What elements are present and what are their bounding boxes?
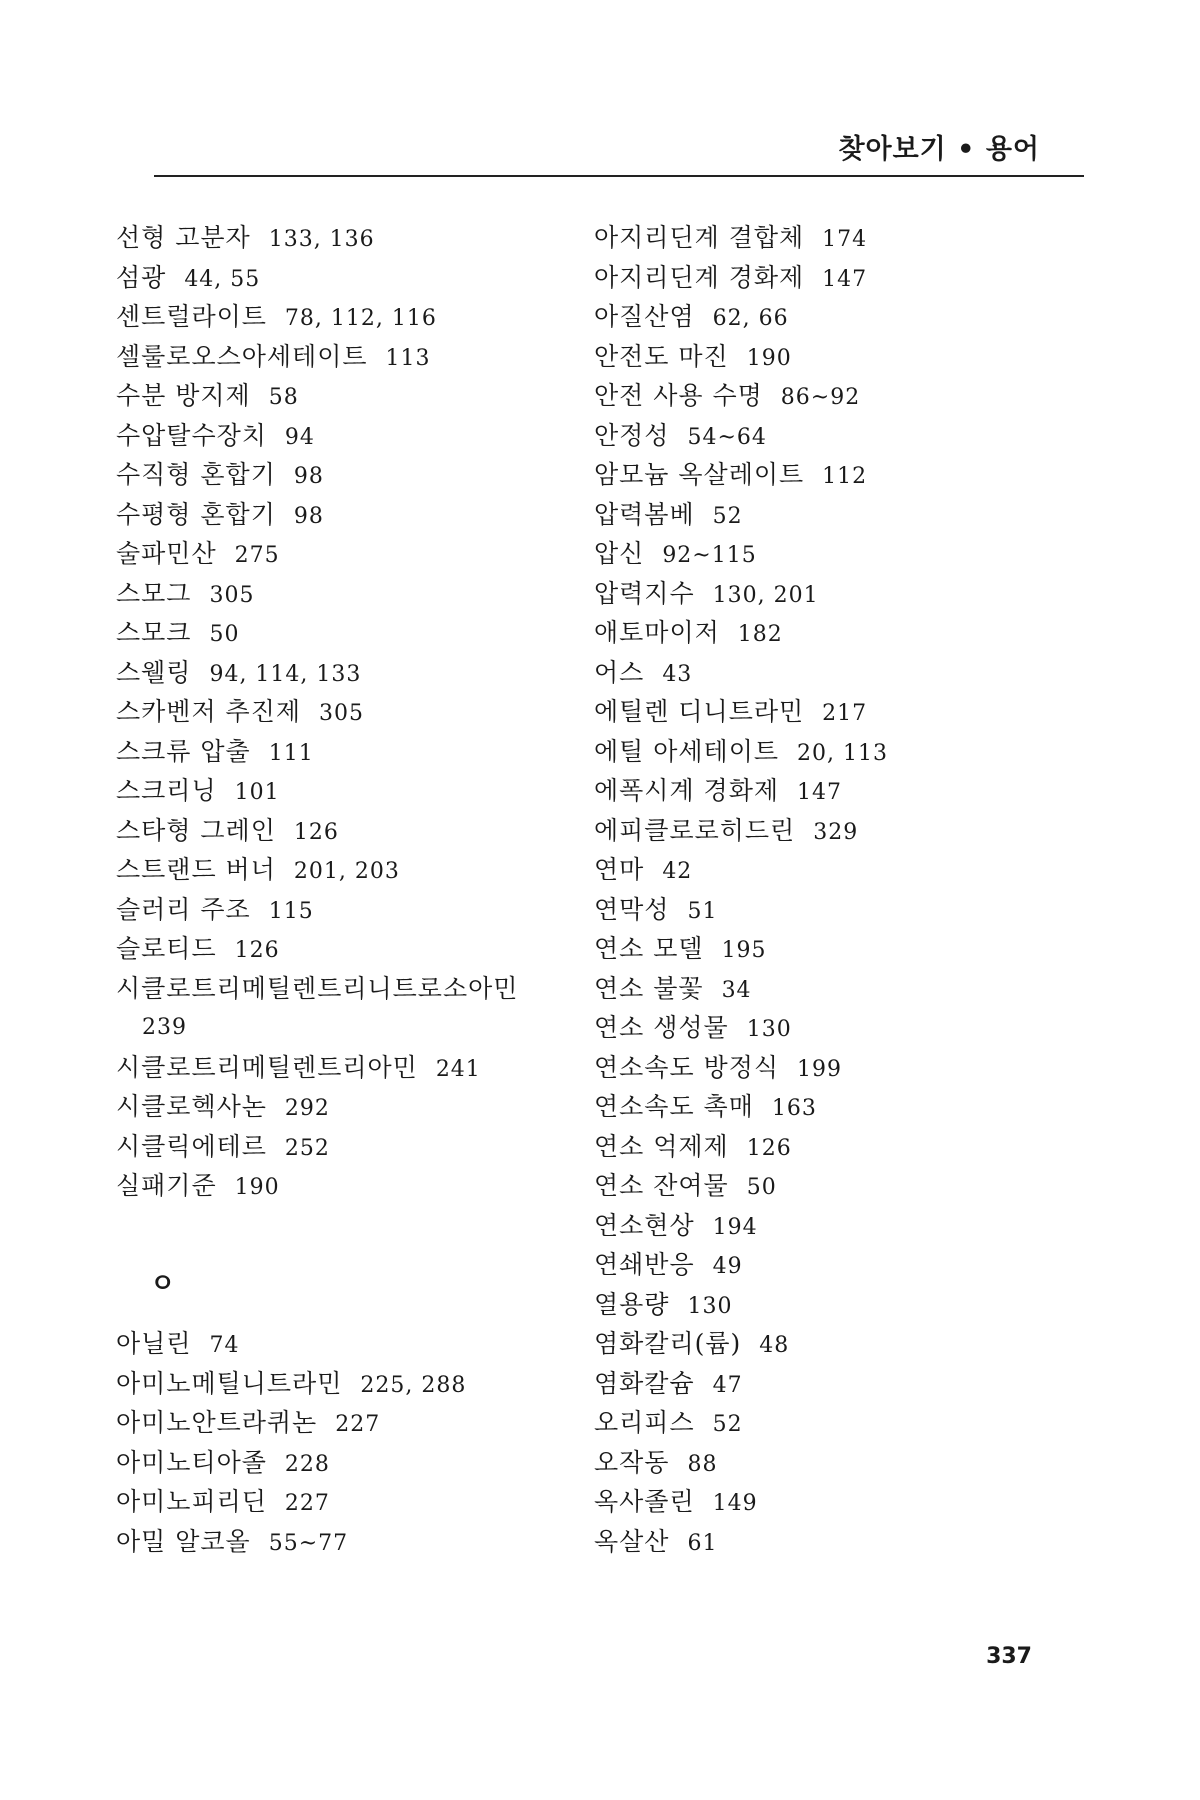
index-pages: 133, 136 xyxy=(268,227,375,252)
index-entry xyxy=(116,495,586,535)
index-pages: 199 xyxy=(797,1056,842,1082)
index-entry xyxy=(116,653,586,693)
index-entry xyxy=(594,653,1094,693)
index-entry xyxy=(594,811,1094,851)
index-term: 어스 xyxy=(594,657,645,687)
index-term: 염화칼리(륨) xyxy=(594,1329,742,1358)
index-term: 시클로트리메틸렌트리아민 xyxy=(116,1052,418,1082)
index-pages: 51 xyxy=(687,898,718,924)
index-entry xyxy=(116,1166,586,1206)
index-entry xyxy=(116,1127,586,1167)
index-term: 에폭시계 경화제 xyxy=(594,776,779,805)
index-pages: 48 xyxy=(759,1333,790,1358)
index-pages: 217 xyxy=(822,701,868,726)
index-term: 연소 잔여물 xyxy=(594,1171,729,1200)
index-term: 연소 불꽃 xyxy=(594,973,704,1003)
index-pages: 182 xyxy=(737,622,783,647)
index-entry xyxy=(116,297,586,337)
index-entry xyxy=(594,1048,1094,1088)
index-entry xyxy=(594,1166,1094,1206)
index-entry xyxy=(594,258,1094,298)
index-term: 연소현상 xyxy=(594,1210,695,1240)
index-term: 압력봄베 xyxy=(594,499,695,529)
index-pages: 228 xyxy=(284,1451,330,1477)
index-pages: 88 xyxy=(687,1451,718,1477)
index-term: 안전 사용 수명 xyxy=(594,381,763,410)
index-entry xyxy=(116,850,586,890)
index-pages: 94, 114, 133 xyxy=(209,661,362,687)
index-entry xyxy=(116,1482,586,1522)
index-term: 스트랜드 버너 xyxy=(116,855,276,884)
section-spacer xyxy=(116,1206,586,1246)
index-term: 안정성 xyxy=(594,420,670,450)
index-term: 연소속도 방정식 xyxy=(594,1052,779,1082)
index-pages: 239 xyxy=(142,1015,187,1040)
index-pages: 111 xyxy=(268,740,314,766)
index-pages: 147 xyxy=(797,780,842,805)
index-entry xyxy=(116,416,586,456)
running-head: 찾아보기 • 용어 xyxy=(838,134,1040,165)
index-term: 스크리닝 xyxy=(116,776,217,805)
index-pages: 62, 66 xyxy=(712,306,789,331)
index-entry xyxy=(594,1008,1094,1048)
index-term: 수평형 혼합기 xyxy=(116,499,276,529)
index-term: 아질산염 xyxy=(594,302,695,331)
index-entry xyxy=(116,218,586,258)
index-term: 염화칼슘 xyxy=(594,1368,695,1398)
page-number: 337 xyxy=(986,1644,1032,1669)
index-entry xyxy=(594,613,1094,653)
index-pages: 115 xyxy=(268,898,314,924)
index-term: 압신 xyxy=(594,539,645,568)
index-term: 아닐린 xyxy=(116,1329,192,1358)
index-pages: 50 xyxy=(209,622,240,647)
index-pages: 34 xyxy=(721,977,752,1003)
index-pages: 54~64 xyxy=(687,424,767,450)
index-pages: 329 xyxy=(813,819,859,845)
index-term: 아미노안트라퀴논 xyxy=(116,1408,318,1437)
index-pages: 43 xyxy=(662,661,693,687)
index-pages: 190 xyxy=(746,345,792,371)
index-entry xyxy=(594,969,1094,1009)
index-pages: 130 xyxy=(687,1293,733,1319)
index-pages: 126 xyxy=(293,819,339,845)
index-entry xyxy=(594,416,1094,456)
index-entry xyxy=(594,376,1094,416)
index-term: 시클로헥사논 xyxy=(116,1092,267,1121)
index-term: 아미노피리딘 xyxy=(116,1487,267,1516)
index-entry xyxy=(116,1522,586,1562)
index-pages: 227 xyxy=(335,1412,381,1437)
index-pages: 74 xyxy=(209,1333,240,1358)
index-pages: 78, 112, 116 xyxy=(284,306,437,331)
index-pages: 101 xyxy=(234,780,280,805)
index-entry xyxy=(594,337,1094,377)
index-pages: 241 xyxy=(435,1056,481,1082)
index-entry xyxy=(594,297,1094,337)
index-entry xyxy=(594,890,1094,930)
index-pages: 275 xyxy=(234,543,280,568)
index-term: 에틸렌 디니트라민 xyxy=(594,697,805,726)
index-pages: 52 xyxy=(712,503,743,529)
index-pages: 195 xyxy=(721,938,767,963)
index-term: 실패기준 xyxy=(116,1171,217,1200)
index-pages: 52 xyxy=(712,1412,743,1437)
index-term: 아미노메틸니트라민 xyxy=(116,1368,343,1398)
index-term: 연소속도 촉매 xyxy=(594,1092,754,1121)
right-column xyxy=(594,218,1094,1561)
index-term: 시클릭에테르 xyxy=(116,1131,267,1161)
index-entry xyxy=(594,218,1094,258)
index-entry xyxy=(594,692,1094,732)
index-term: 스모크 xyxy=(116,618,192,647)
index-pages: 94 xyxy=(284,424,315,450)
index-term: 에피클로로히드린 xyxy=(594,815,796,845)
index-pages: 292 xyxy=(284,1096,330,1121)
index-entry xyxy=(116,534,586,574)
index-entry xyxy=(594,1245,1094,1285)
index-term: 시클로트리메틸렌트리니트로소아민 xyxy=(116,973,519,1003)
index-entry xyxy=(594,732,1094,772)
index-pages: 98 xyxy=(293,464,324,489)
index-term: 연마 xyxy=(594,855,645,884)
index-entry xyxy=(116,1087,586,1127)
index-term: 오작동 xyxy=(594,1447,670,1477)
index-pages: 61 xyxy=(687,1530,718,1556)
index-pages: 305 xyxy=(319,701,364,726)
index-entry xyxy=(594,771,1094,811)
index-pages: 92~115 xyxy=(662,543,757,568)
index-entry xyxy=(594,1522,1094,1562)
index-entry xyxy=(594,1403,1094,1443)
index-pages: 42 xyxy=(662,859,693,884)
index-entry xyxy=(116,1048,586,1088)
index-entry xyxy=(594,850,1094,890)
index-term: 스크류 압출 xyxy=(116,736,251,766)
index-entry xyxy=(116,969,586,1048)
index-pages: 98 xyxy=(293,503,324,529)
index-entry xyxy=(116,1364,586,1404)
index-entry xyxy=(594,1324,1094,1364)
index-term: 옥사졸린 xyxy=(594,1487,695,1516)
index-term: 연쇄반응 xyxy=(594,1250,695,1279)
index-pages: 86~92 xyxy=(780,385,861,410)
index-pages: 190 xyxy=(234,1175,280,1200)
index-term: 아밀 알코올 xyxy=(116,1526,251,1556)
index-entry xyxy=(116,1403,586,1443)
index-entry xyxy=(116,929,586,969)
index-pages: 113 xyxy=(385,345,431,371)
index-entry xyxy=(116,376,586,416)
index-pages: 305 xyxy=(209,582,255,608)
index-entry xyxy=(594,1127,1094,1167)
index-term: 아미노티아졸 xyxy=(116,1447,267,1477)
index-pages: 147 xyxy=(822,266,868,292)
index-pages: 130, 201 xyxy=(712,582,819,608)
index-term: 수압탈수장치 xyxy=(116,420,267,450)
index-term: 열용량 xyxy=(594,1289,670,1319)
index-term: 연소 생성물 xyxy=(594,1013,729,1042)
index-term: 아지리딘계 경화제 xyxy=(594,262,805,292)
index-term: 슬러리 주조 xyxy=(116,894,251,924)
index-entry xyxy=(594,455,1094,495)
index-term: 안전도 마진 xyxy=(594,341,729,371)
index-entry xyxy=(116,1443,586,1483)
index-pages: 130 xyxy=(746,1017,792,1042)
index-term: 슬로티드 xyxy=(116,934,217,963)
index-pages: 201, 203 xyxy=(293,859,400,884)
index-entry xyxy=(594,1364,1094,1404)
index-term: 술파민산 xyxy=(116,539,217,568)
index-term: 스웰링 xyxy=(116,657,192,687)
index-term: 선형 고분자 xyxy=(116,223,251,252)
index-entry xyxy=(116,1324,586,1364)
index-pages: 126 xyxy=(234,938,280,963)
index-entry xyxy=(116,455,586,495)
index-pages: 149 xyxy=(712,1491,758,1516)
index-entry xyxy=(116,613,586,653)
index-entry xyxy=(116,692,586,732)
index-entry xyxy=(116,574,586,614)
index-term: 오리피스 xyxy=(594,1408,695,1437)
header-rule xyxy=(154,175,1084,177)
section-heading: ㅇ xyxy=(150,1269,176,1299)
index-entry xyxy=(116,771,586,811)
index-pages: 49 xyxy=(712,1254,743,1279)
index-entry xyxy=(116,732,586,772)
index-pages: 126 xyxy=(746,1135,792,1161)
index-entry xyxy=(594,534,1094,574)
index-pages: 44, 55 xyxy=(184,266,261,292)
index-entry xyxy=(594,1482,1094,1522)
index-entry xyxy=(594,495,1094,535)
index-term: 스카벤저 추진제 xyxy=(116,697,301,726)
index-term: 옥살산 xyxy=(594,1526,670,1556)
index-entry xyxy=(594,574,1094,614)
index-pages: 227 xyxy=(284,1491,330,1516)
index-term: 스모그 xyxy=(116,578,192,608)
index-term: 수분 방지제 xyxy=(116,381,251,410)
index-term: 애토마이저 xyxy=(594,618,720,647)
index-entry xyxy=(116,811,586,851)
index-term: 연소 모델 xyxy=(594,934,704,963)
index-entry xyxy=(116,890,586,930)
index-pages: 47 xyxy=(712,1372,743,1398)
index-pages: 50 xyxy=(746,1175,777,1200)
left-column xyxy=(116,218,586,1561)
index-pages: 163 xyxy=(771,1096,817,1121)
index-entry xyxy=(594,1206,1094,1246)
index-term: 암모늄 옥살레이트 xyxy=(594,460,805,489)
index-entry xyxy=(116,258,586,298)
index-term: 셀룰로오스아세테이트 xyxy=(116,341,368,371)
index-term: 섬광 xyxy=(116,262,167,292)
index-pages: 194 xyxy=(712,1214,758,1240)
index-entry xyxy=(594,1087,1094,1127)
index-pages: 174 xyxy=(822,227,868,252)
index-pages: 20, 113 xyxy=(797,740,888,766)
index-term: 센트럴라이트 xyxy=(116,302,267,331)
index-term: 스타형 그레인 xyxy=(116,815,276,845)
index-term: 아지리딘계 결합체 xyxy=(594,223,805,252)
index-entry xyxy=(594,1443,1094,1483)
index-term: 압력지수 xyxy=(594,578,695,608)
index-entry xyxy=(594,929,1094,969)
index-pages: 225, 288 xyxy=(360,1372,467,1398)
index-term: 연소 억제제 xyxy=(594,1131,729,1161)
index-term: 에틸 아세테이트 xyxy=(594,736,779,766)
index-entry xyxy=(594,1285,1094,1325)
index-term: 연막성 xyxy=(594,894,670,924)
index-pages: 58 xyxy=(268,385,299,410)
index-term: 수직형 혼합기 xyxy=(116,460,276,489)
index-pages: 252 xyxy=(284,1135,330,1161)
index-entry xyxy=(116,337,586,377)
index-pages: 55~77 xyxy=(268,1530,349,1556)
index-pages: 112 xyxy=(822,464,868,489)
